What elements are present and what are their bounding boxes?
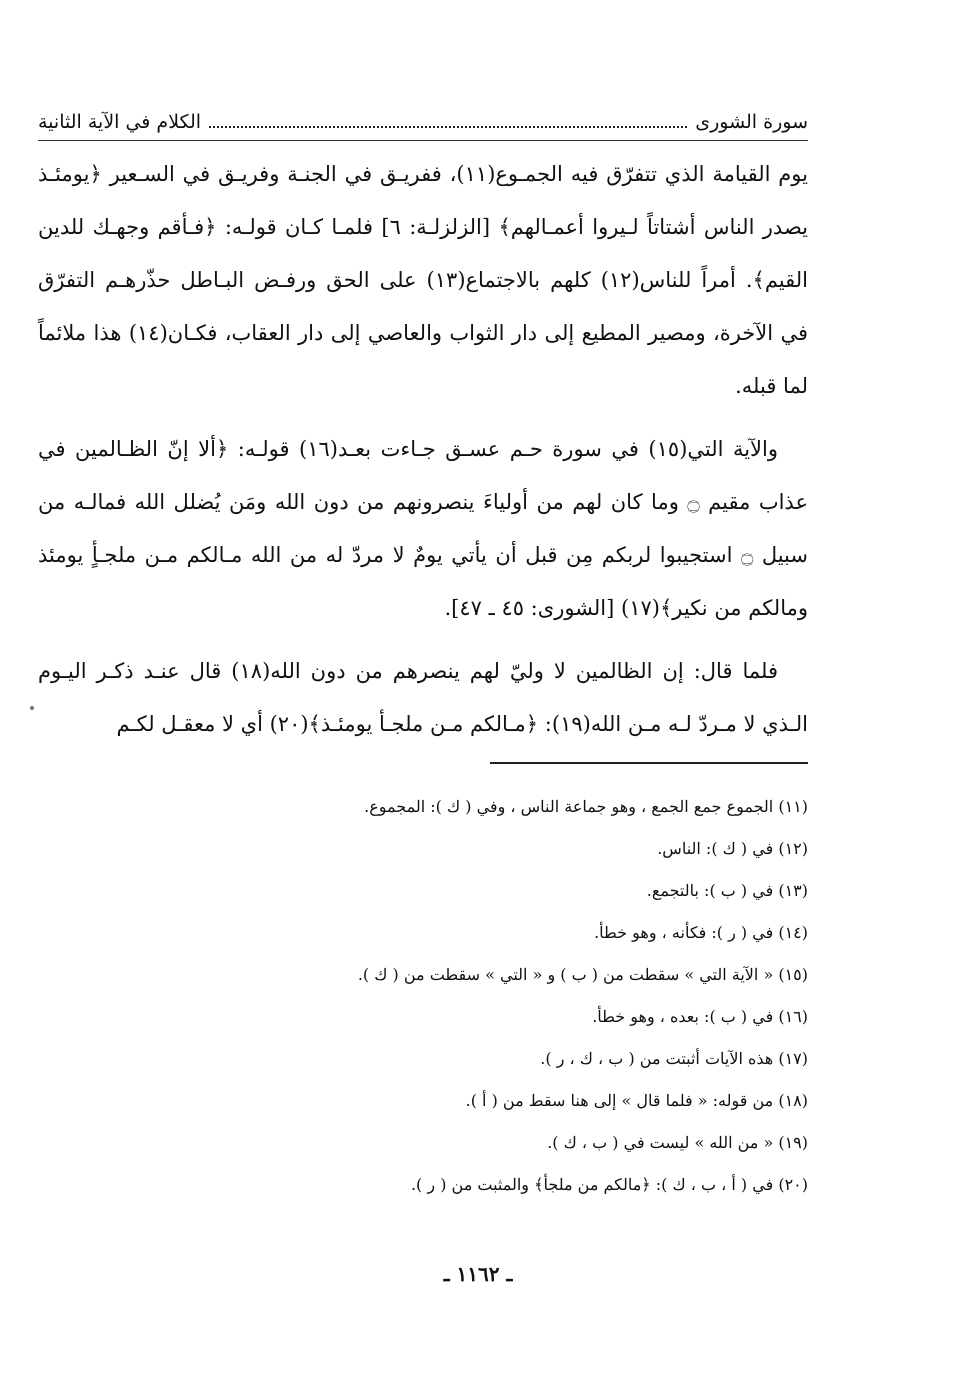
- page-number: ـ ١١٦٢ ـ: [443, 1262, 513, 1286]
- footnote-11: (١١) الجموع جمع الجمع ، وهو جماعة الناس ، وفي ( ك ): المجموع.: [364, 797, 808, 816]
- footnote-20: (٢٠) في ( أ ، ب ، ك ): ﴿مالكم من ملجأ﴾ والمثبت من ( ر ).: [410, 1175, 808, 1194]
- footnote-12: (١٢) في ( ك ): الناس.: [657, 839, 808, 858]
- footnote-separator: [490, 762, 808, 764]
- paragraph-2: والآية التي(١٥) في سورة حـم عسـق جـاءت بعـد(١٦) قولـه: ﴿ألا إنّ الظـالمين في عذاب مقيم ۝ وما كان لهم من أولياءَ ينصرونهم من دون الله ومَن يُضلل الله فمالـه من سبيل ۝ استجيبوا لربكم مِن قبل أن يأتي يومٌ لا مردّ له من الله مـالكم مـن ملجـأٍ يومئذ ومالكم من نكير﴾(١٧) [الشورى: ٤٥ ـ ٤٧].: [38, 437, 808, 620]
- footnote-18: (١٨) من قوله: « فلما قال » إلى هنا سقط من ( أ ).: [465, 1091, 808, 1110]
- footnote-17: (١٧) هذه الآيات أثبتت من ( ب ، ك ، ر ).: [540, 1049, 808, 1068]
- main-text: [38, 148, 808, 761]
- footnote-19: (١٩) « من الله » ليست في ( ب ، ك ).: [547, 1133, 808, 1152]
- footnote-13: (١٣) في ( ب ): بالتجمع.: [646, 881, 808, 900]
- header-rule: [38, 140, 808, 141]
- header-section-title: الكلام في الآية الثانية: [38, 111, 202, 134]
- header-surah-title: سورة الشورى: [695, 111, 808, 134]
- header-dot-leader: [209, 126, 687, 128]
- footnote-14: (١٤) في ( ر ): فكأنه ، وهو خطأ.: [594, 923, 808, 942]
- footnotes: [38, 786, 808, 1206]
- margin-speck: [30, 706, 34, 710]
- paragraph-3: فلما قال: إن الظالمين لا وليّ لهم ينصرهم من دون الله(١٨) قال عنـد ذكـر اليـوم الـذي لا مـردّ لـه مـن الله(١٩): ﴿مـالكم مـن ملجـأ يومئـذ﴾(٢٠) أي لا معقـل لكـم: [38, 659, 808, 736]
- footnote-16: (١٦) في ( ب ): بعده ، وهو خطأ.: [592, 1007, 808, 1026]
- running-header: [38, 100, 808, 134]
- footnote-15: (١٥) « الآية التي » سقطت من ( ب ) و « التي » سقطت من ( ك ).: [357, 965, 808, 984]
- paragraph-1: يوم القيامة الذي تتفرّق فيه الجمـوع(١١)، ففريـق في الجنـة وفريـق في السـعير ﴿يومئـذ يصدر الناس أشتاتاً لـيروا أعمـالهم﴾ [الزلزلـة: ٦] فلمـا كـان قولـه: ﴿فـأقم وجهـك للدين القيم﴾. أمراً للناس(١٢) كلهم بالاجتماع(١٣) على الحق ورفـض البـاطل حذّرهـم التفرّق في الآخرة، ومصير المطيع إلى دار الثواب والعاصي إلى دار العقاب، فكـان(١٤) هذا ملائماً لما قبله.: [38, 162, 809, 398]
